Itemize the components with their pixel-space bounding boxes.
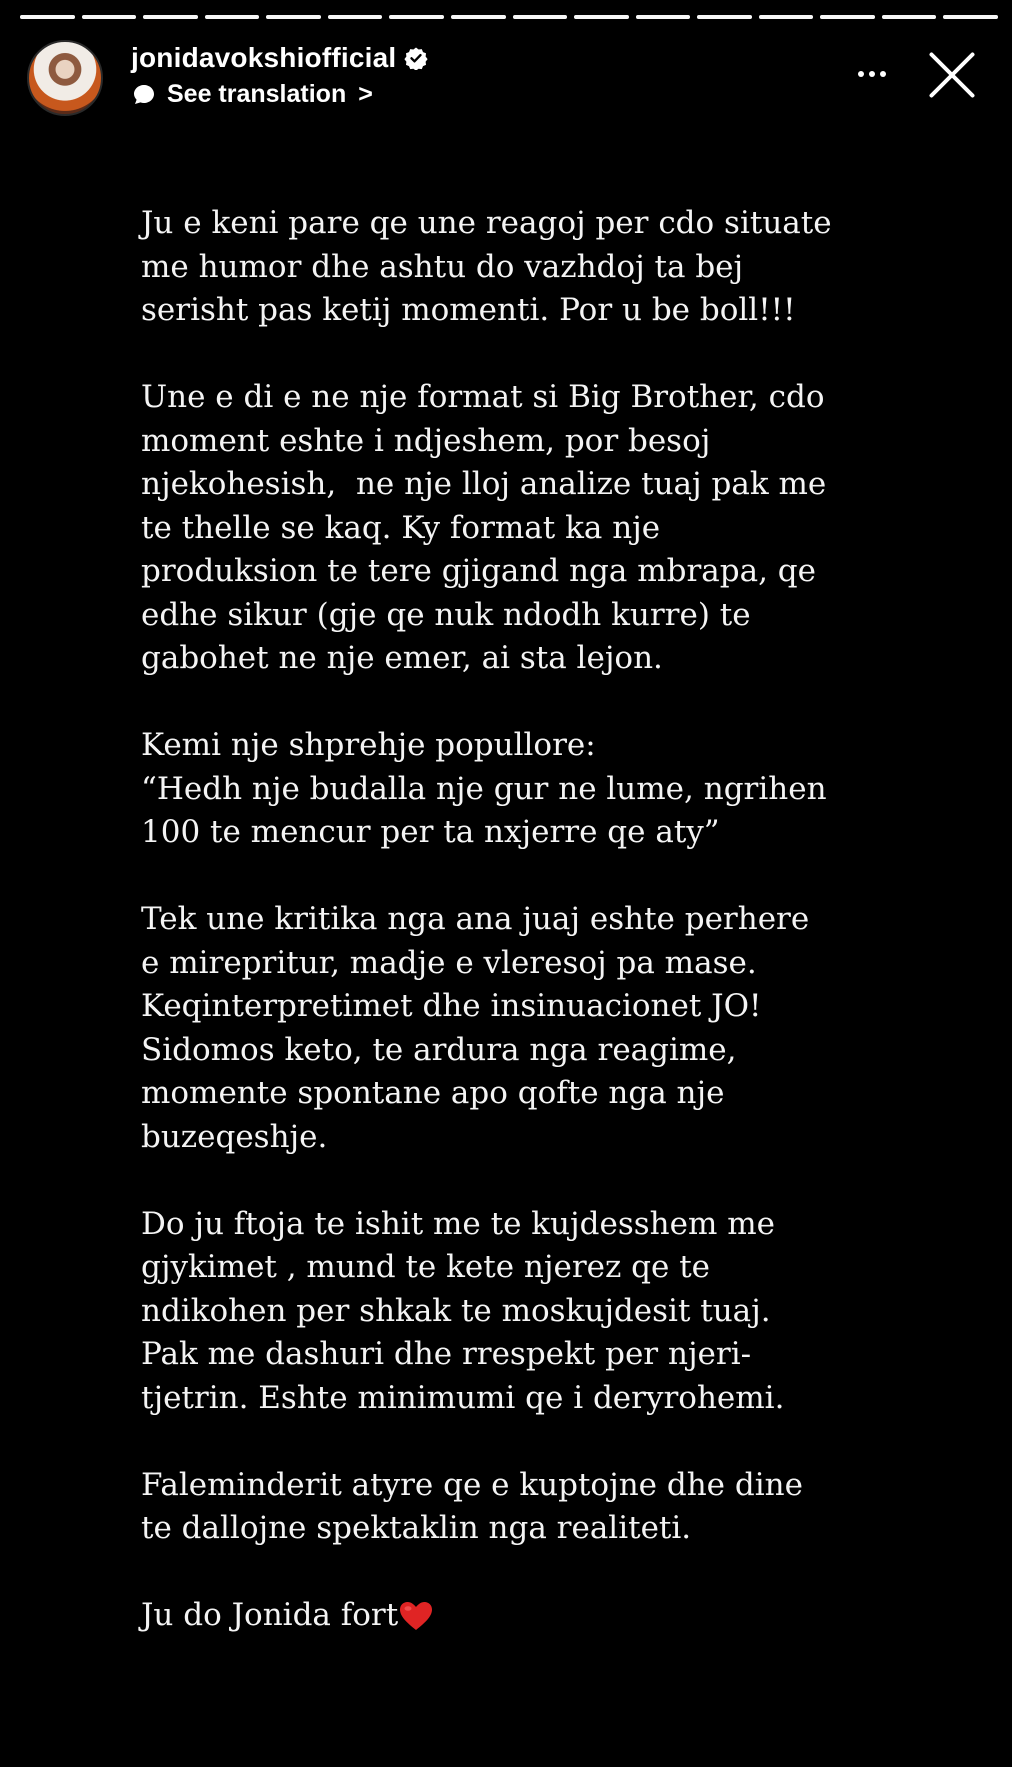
more-horizontal-icon	[858, 71, 864, 77]
translation-bubble-icon	[131, 82, 157, 108]
progress-segment	[82, 15, 137, 19]
frame-edge	[1012, 0, 1024, 1767]
progress-segment	[389, 15, 444, 19]
paragraph-3: Kemi nje shprehje popullore: “Hedh nje budalla nje gur ne lume, ngrihen 100 te mencur per ta nxjerre qe aty”	[141, 727, 827, 850]
chevron-right-icon: >	[358, 80, 373, 108]
verified-badge-icon	[404, 46, 428, 70]
closing-text: Ju do Jonida fort	[141, 1597, 399, 1633]
paragraph-4: Tek une kritika nga ana juaj eshte perhere e mirepritur, madje e vleresoj pa mase. Keqinterpretimet dhe insinuacionet JO! Sidomos keto, te ardura nga reagime, momente spontane apo qofte nga nje buzeqeshje.	[141, 901, 810, 1155]
story-progress-bar	[20, 15, 998, 19]
progress-segment	[820, 15, 875, 19]
red-heart-icon	[399, 1600, 433, 1630]
progress-segment	[513, 15, 568, 19]
progress-segment	[636, 15, 691, 19]
progress-segment	[143, 15, 198, 19]
progress-segment	[328, 15, 383, 19]
progress-segment	[20, 15, 75, 19]
paragraph-2: Une e di e ne nje format si Big Brother, cdo moment eshte i ndjeshem, por besoj njekohesish, ne nje lloj analize tuaj pak me te thelle se kaq. Ky format ka nje produksion te tere gjigand nga mbrapa, qe edhe sikur (gje qe nuk ndodh kurre) te gabohet ne nje emer, ai sta lejon.	[141, 379, 827, 676]
progress-segment	[574, 15, 629, 19]
story-text	[141, 202, 881, 1638]
progress-segment	[759, 15, 814, 19]
more-options-button[interactable]	[850, 52, 894, 96]
progress-segment	[943, 15, 998, 19]
see-translation-label: See translation	[167, 80, 347, 108]
username-row	[131, 42, 428, 74]
progress-segment	[697, 15, 752, 19]
story-header	[27, 38, 994, 118]
progress-segment	[451, 15, 506, 19]
see-translation-button[interactable]	[131, 80, 373, 109]
paragraph-5: Do ju ftoja te ishit me te kujdesshem me gjykimet , mund te kete njerez qe te ndikohen per shkak te moskujdesit tuaj. Pak me dashuri dhe rrespekt per njeri- tjetrin. Eshte minimumi qe i deryrohemi.	[141, 1205, 785, 1416]
close-icon[interactable]	[926, 48, 978, 100]
progress-segment	[882, 15, 937, 19]
avatar[interactable]	[27, 40, 103, 116]
closing-line	[141, 1594, 881, 1638]
paragraph-1: Ju e keni pare qe une reagoj per cdo situate me humor dhe ashtu do vazhdoj ta bej serisht pas ketij momenti. Por u be boll!!!	[141, 205, 832, 328]
progress-segment	[205, 15, 260, 19]
progress-segment	[266, 15, 321, 19]
paragraph-6: Faleminderit atyre qe e kuptojne dhe dine te dallojne spektaklin nga realiteti.	[141, 1466, 803, 1546]
username[interactable]: jonidavokshiofficial	[131, 42, 397, 73]
